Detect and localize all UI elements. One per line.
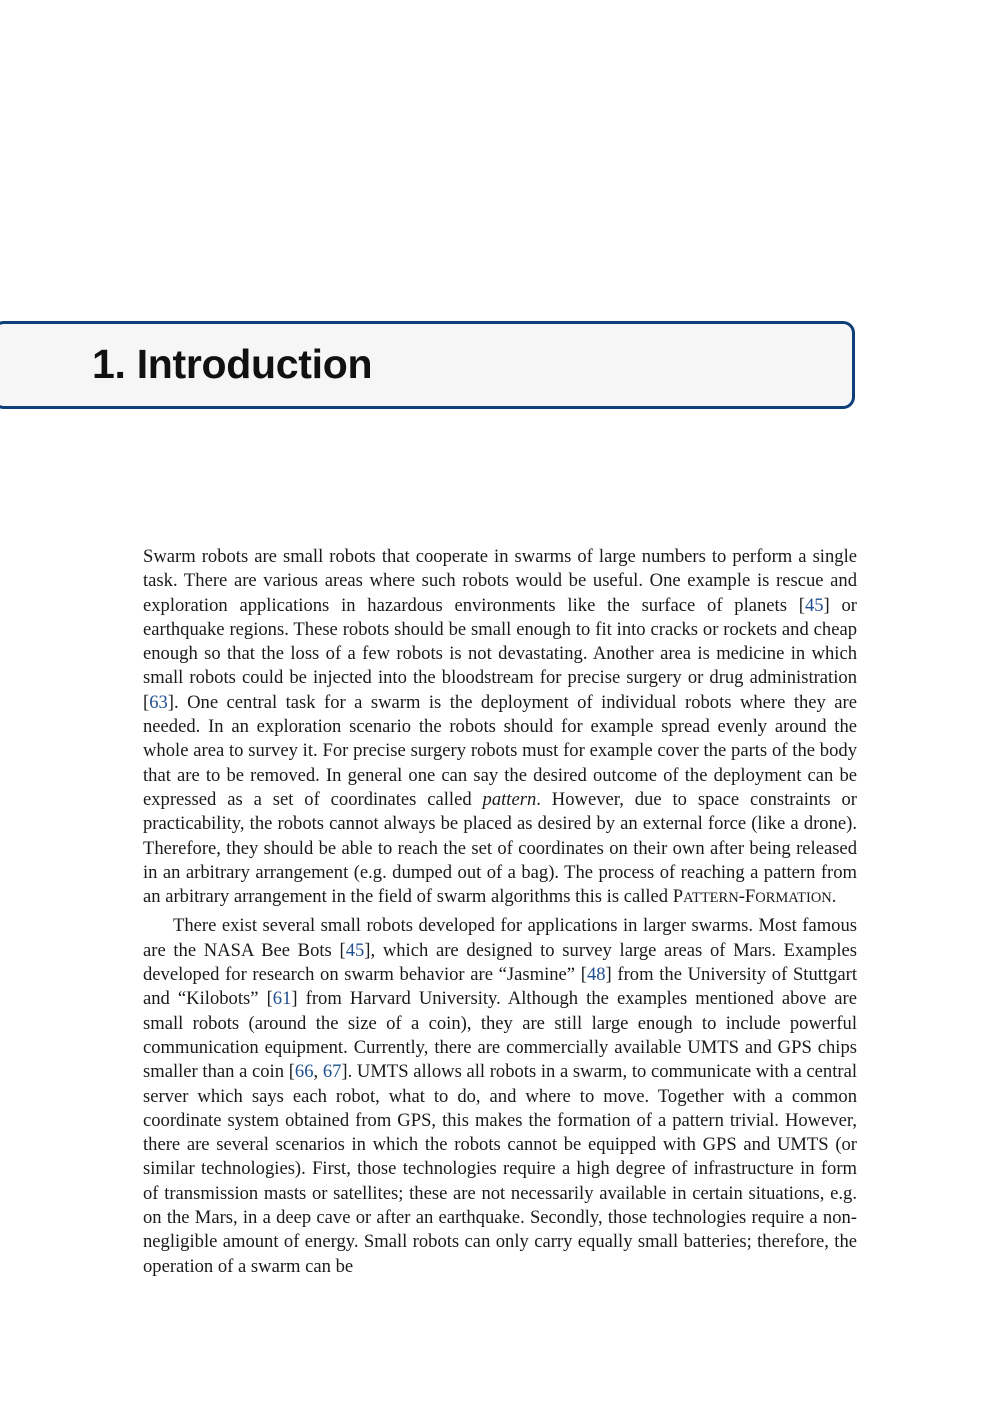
- paragraph-text: from the University of Stuttgart and “Kilobots”: [143, 964, 857, 1010]
- paragraph-text: . UMTS allows all robots in a swarm, to communicate with a central server which says each robot, what to do, and where to move. Together with a common coordinate system obtained from GPS, this makes the formation of a pattern trivial. However, there are several scenarios in which the robots cannot be equipped with GPS and UMTS (or similar technologies). First, those technologies require a high degree of infrastructure in form of transmission masts or satellites; these are not necessarily available in certain situations, e.g. on the Mars, in a deep cave or after an earthquake. Secondly, those technologies require a non-negligible amount of energy. Small robots can only carry equally small batteries; therefore, the operation of a swarm can be: [143, 1061, 858, 1277]
- paragraph-text: . One central task for a swarm is the deployment of individual robots where they are needed. In an exploration scenario the robots should for example spread evenly around the whole area to survey it. For precise surgery robots must for example cover the parts of the body that are to be removed. In general one can say the desired outcome of the deployment can be expressed as a set of coordinates called: [143, 691, 857, 810]
- paragraph-text: . However, due to space constraints or practicability, the robots cannot always be placed as desired by an external force (like a drone). Therefore, they should be able to reach the set of coordinates on their own after being released in an arbitrary arrangement (e.g. dumped out of a bag). The process of reaching a pattern from an arbitrary arrangement in the field of swarm algorithms this is called: [143, 788, 857, 908]
- citation-link[interactable]: 66: [294, 1061, 314, 1083]
- paragraph-text: .: [831, 886, 837, 908]
- emphasis-term: pattern: [482, 788, 537, 810]
- small-caps-part: -F: [738, 886, 756, 908]
- chapter-title: [92, 338, 372, 390]
- citation-link[interactable]: 63: [149, 691, 168, 713]
- small-caps-part: ORMATION: [755, 890, 832, 907]
- chapter-title-text: Introduction: [136, 341, 373, 387]
- citation-link[interactable]: 48: [586, 964, 606, 986]
- paragraph-text: from Harvard University. Although the examples mentioned above are small robots (around the size of a coin), they are still large enough to include powerful communication equipment. Currently, there are commercially available UMTS and GPS chips smaller than a coin: [143, 988, 857, 1083]
- small-caps-part: P: [672, 886, 684, 908]
- body-text: [143, 545, 857, 1279]
- paragraph-2: There exist several small robots developed for applications in larger swarms. Most famous are the NASA Bee Bots [45], which are designed to survey large areas of Mars. Examples developed for research on swarm behavior are “Jasmine” [48] from the University of Stuttgart and “Kilobots” [61] from Harvard University. Although the examples mentioned above are small robots (around the size of a coin), they are still large enough to include powerful communication equipment. Currently, there are commercially available UMTS and GPS chips smaller than a coin [66, 67]. UMTS allows all robots in a swarm, to communicate with a central server which says each robot, what to do, and where to move. Together with a common coordinate system obtained from GPS, this makes the formation of a pattern trivial. However, there are several scenarios in which the robots cannot be equipped with GPS and UMTS (or similar technologies). First, those technologies require a high degree of infrastructure in form of transmission masts or satellites; these are not necessarily available in certain situations, e.g. on the Mars, in a deep cave or after an earthquake. Secondly, those technologies require a non-negligible amount of energy. Small robots can only carry equally small batteries; therefore, the operation of a swarm can be: [143, 915, 858, 1277]
- citation-link[interactable]: 61: [272, 988, 292, 1010]
- citation-link[interactable]: 45: [804, 594, 824, 616]
- paragraph-text: Swarm robots are small robots that cooperate in swarms of large numbers to perform a single task. There are various areas where such robots would be useful. One example is rescue and exploration applications in hazardous environments like the surface of planets: [143, 546, 857, 616]
- paragraph-text: There exist several small robots developed for applications in larger swarms. Most famous are the NASA Bee Bots: [143, 915, 857, 961]
- citation-link[interactable]: 45: [345, 939, 365, 961]
- small-caps-term: [673, 886, 832, 907]
- chapter-number: 1.: [92, 341, 126, 387]
- paragraph-text: , which are designed to survey large areas of Mars. Examples developed for research on swarm behavior are “Jasmine”: [143, 939, 857, 986]
- paragraph-1: Swarm robots are small robots that cooperate in swarms of large numbers to perform a single task. There are various areas where such robots would be useful. One example is rescue and exploration applications in hazardous environments like the surface of planets [45] or earthquake regions. These robots should be small enough to fit into cracks or rockets and cheap enough so that the loss of a few robots is not devastating. Another area is medicine in which small robots could be injected into the bloodstream for precise surgery or drug administration [63]. One central task for a swarm is the deployment of individual robots where they are needed. In an exploration scenario the robots should for example spread evenly around the whole area to survey it. For precise surgery robots must for example cover the parts of the body that are to be removed. In general one can say the desired outcome of the deployment can be expressed as a set of coordinates called pattern. However, due to space constraints or practicability, the robots cannot always be placed as desired by an external force (like a drone). Therefore, they should be able to reach the set of coordinates on their own after being released in an arbitrary arrangement (e.g. dumped out of a bag). The process of reaching a pattern from an arbitrary arrangement in the field of swarm algorithms this is called PATTERN-FORMATION.: [143, 546, 857, 908]
- small-caps-part: ATTERN: [683, 890, 739, 907]
- citation-link[interactable]: 67: [322, 1061, 342, 1083]
- paragraph-text: or earthquake regions. These robots should be small enough to fit into cracks or rockets and cheap enough so that the loss of a few robots is not devastating. Another area is medicine in which small robots could be injected into the bloodstream for precise surgery or drug administration: [143, 594, 857, 689]
